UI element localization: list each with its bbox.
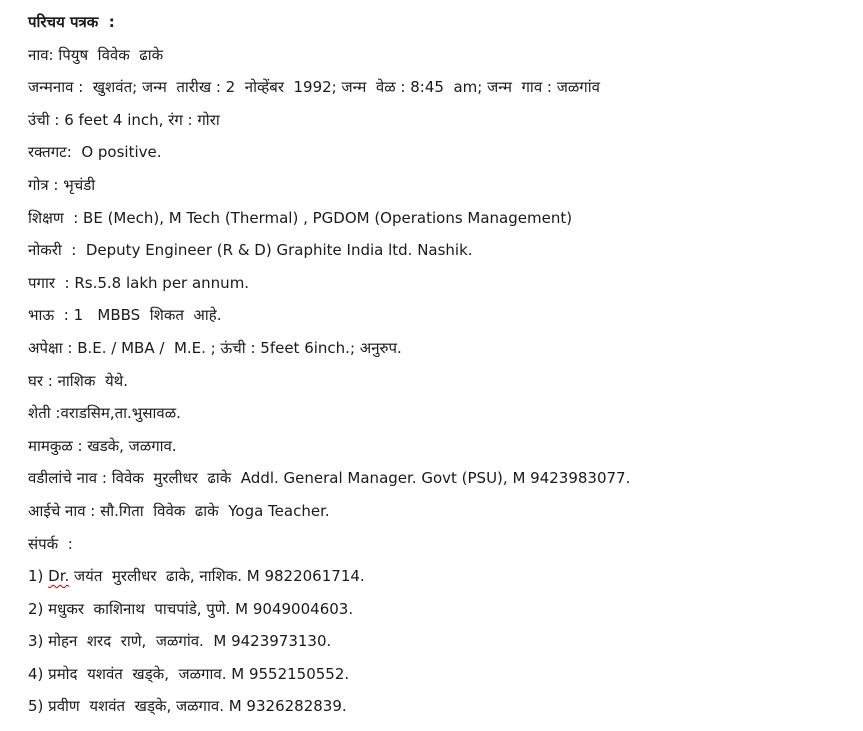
- document-title: परिचय पत्रक :: [28, 13, 115, 31]
- contact-number: 1): [28, 567, 49, 586]
- line-height-complexion: उंची : 6 feet 4 inch, रंग : गोरा: [28, 110, 220, 129]
- contact-item: [28, 560, 858, 593]
- contact-text: प्रवीण यशवंत खड्के, जळगाव. M 9326282839.: [48, 697, 347, 716]
- contact-text: जयंत मुरलीधर ढाके, नाशिक. M 9822061714.: [69, 567, 365, 586]
- contact-text: मधुकर काशिनाथ पाचपांडे, पुणे. M 9049004603.: [48, 599, 354, 618]
- contact-number: 2): [28, 599, 49, 618]
- line-house: घर : नाशिक येथे.: [28, 371, 128, 390]
- line-contact-heading: संपर्क :: [28, 534, 73, 553]
- line-farm: शेती :वराडसिम,ता.भुसावळ.: [28, 404, 181, 423]
- contact-text: प्रमोद यशवंत खड्के, जळगाव. M 9552150552.: [48, 664, 350, 683]
- contact-number: 3): [28, 632, 49, 651]
- line-expectation: अपेक्षा : B.E. / MBA / M.E. ; ऊंची : 5feet 6inch.; अनुरुप.: [28, 338, 402, 357]
- document-body: [28, 6, 858, 723]
- contact-item: [28, 593, 858, 626]
- line-mother: आईचे नाव : सौ.गिता विवेक ढाके Yoga Teacher.: [28, 501, 330, 520]
- line-father: वडीलांचे नाव : विवेक मुरलीधर ढाके Addl. General Manager. Govt (PSU), M 9423983077.: [28, 469, 631, 488]
- contact-item: [28, 658, 858, 691]
- line-birth-details: जन्मनाव : खुशवंत; जन्म तारीख : 2 नोव्हेंबर 1992; जन्म वेळ : 8:45 am; जन्म गाव : जळगांव: [28, 78, 600, 97]
- line-salary: पगार : Rs.5.8 lakh per annum.: [28, 273, 250, 292]
- line-gotra: गोत्र : भृचंडी: [28, 175, 96, 194]
- line-brother: भाऊ : 1 MBBS शिकत आहे.: [28, 306, 222, 325]
- contact-item: [28, 690, 858, 723]
- line-name: नाव: पियुष विवेक ढाके: [28, 45, 164, 64]
- contact-number: 4): [28, 664, 49, 683]
- line-education: शिक्षण : BE (Mech), M Tech (Thermal) , PGDOM (Operations Management): [28, 208, 573, 227]
- line-maternal-family: मामकुळ : खडके, जळगाव.: [28, 436, 177, 455]
- line-blood-group: रक्तगट: O positive.: [28, 143, 162, 162]
- line-job: नोकरी : Deputy Engineer (R & D) Graphite India ltd. Nashik.: [28, 241, 473, 260]
- contact-text: मोहन शरद राणे, जळगांव. M 9423973130.: [48, 632, 332, 651]
- contact-item: [28, 625, 858, 658]
- contact-number: 5): [28, 697, 49, 716]
- contact-title: Dr.: [48, 567, 70, 586]
